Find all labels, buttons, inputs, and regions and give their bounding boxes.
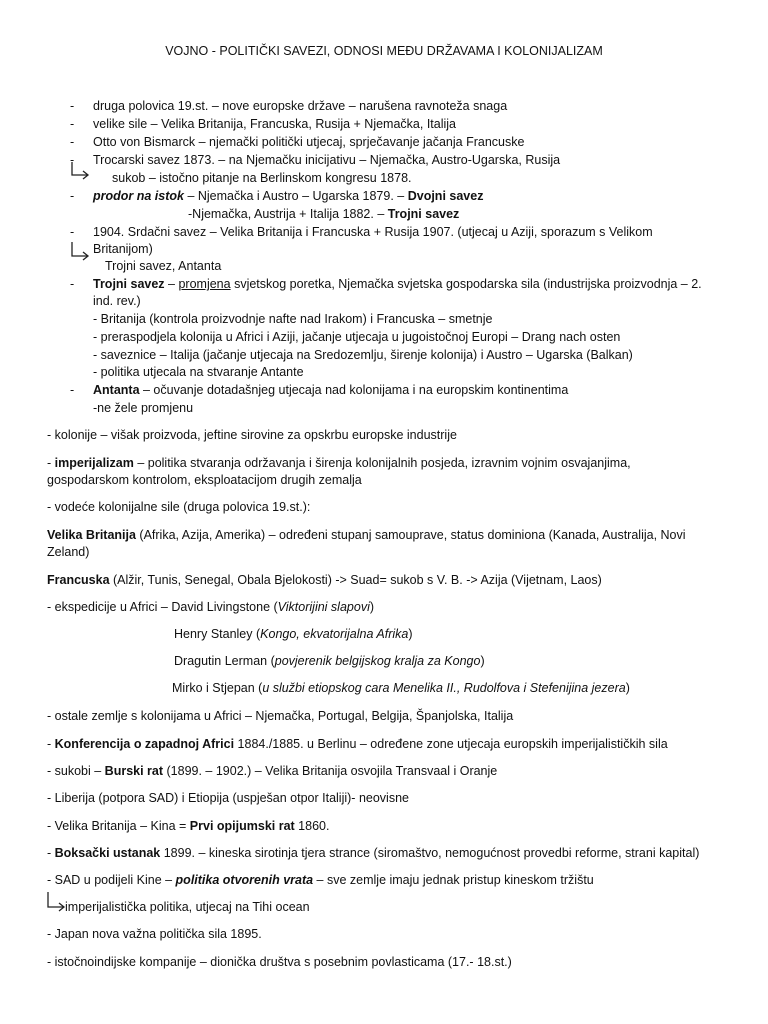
paragraph [47,455,631,471]
list-text: – [164,277,179,291]
paragraph-text: ) [408,627,413,641]
paragraph: Zeland) [47,545,90,559]
paragraph-text: (Alžir, Tunis, Senegal, Obala Bjelokosti) -> Suad= sukob s V. B. -> Azija (Vijetnam, Laos) [109,573,602,587]
paragraph-text: – sve zemlje imaju jednak pristup kineskom tržištu [313,873,594,887]
underlined-text: promjena [178,277,231,291]
italic-text: Viktorijini slapovi [277,600,370,614]
list-item: - politika utjecala na stvaranje Antante [93,365,304,379]
list-item: Trocarski savez 1873. – na Njemačku inicijativu – Njemačka, Austro-Ugarska, Rusija [93,153,561,167]
emphasis-text: Antanta [93,383,140,397]
paragraph-text: (Afrika, Azija, Amerika) – određeni stupanj samouprave, status dominiona (Kanada, Australija, Novi [135,528,686,542]
arrow-right-icon [68,160,92,180]
paragraph [47,763,497,779]
emphasis-text: Boksački ustanak [54,846,161,860]
paragraph-text: - ekspedicije u Africi – David Livingstone ( [47,600,278,614]
paragraph-text: ) [369,600,375,614]
list-item [188,206,459,222]
paragraph-text: – politika stvaranja održavanja i širenja kolonijalnih posjeda, izravnim vojnim osvajanjima, [133,456,631,470]
list-item: velike sile – Velika Britanija, Francuska, Rusija + Njemačka, Italija [93,117,457,131]
paragraph-text: ) [480,654,485,668]
italic-text: Kongo, ekvatorijalna Afrika [260,627,409,641]
bullet-dash: - [70,135,75,149]
page-title: VOJNO - POLITIČKI SAVEZI, ODNOSI MEĐU DRŽAVAMA I KOLONIJALIZAM [165,44,603,58]
emphasis-text: Trojni savez [93,277,165,291]
paragraph: - Liberija (potpora SAD) i Etiopija (uspješan otpor Italiji)- neovisne [47,791,409,805]
paragraph [47,736,668,752]
bullet-dash: - [70,153,75,167]
list-item: 1904. Srdačni savez – Velika Britanija i Francuska + Rusija 1907. (utjecaj u Aziji, sporazum s Velikom [93,225,653,239]
list-item: ind. rev.) [93,294,141,308]
emphasis-text: Velika Britanija [47,528,136,542]
list-item [93,382,568,398]
paragraph: - vodeće kolonijalne sile (druga polovica 19.st.): [47,500,311,514]
paragraph: imperijalistička politika, utjecaj na Tihi ocean [65,900,310,914]
emphasis-text: Dvojni savez [407,189,484,203]
paragraph: - Japan nova važna politička sila 1895. [47,927,262,941]
list-item: Otto von Bismarck – njemački politički utjecaj, sprječavanje jačanja Francuske [93,135,525,149]
list-item: - preraspodjela kolonija u Africi i Aziji, jačanje utjecaja u jugoistočnoj Europi – Drang nach osten [93,330,621,344]
paragraph-text: Mirko i Stjepan ( [172,681,263,695]
paragraph-text: Dragutin Lerman ( [174,654,275,668]
list-item: Trojni savez, Antanta [105,259,222,273]
paragraph-text: - SAD u podijeli Kine – [47,873,176,887]
paragraph-text: - [47,456,55,470]
list-item: Britanijom) [93,242,153,256]
list-item: -ne žele promjenu [93,401,194,415]
italic-text: u službi etiopskog cara Menelika II., Rudolfova i Stefenijina jezera [262,681,626,695]
emphasis-text: Konferencija o zapadnoj Africi [54,737,235,751]
emphasis-text: politika otvorenih vrata [175,873,314,887]
paragraph [47,872,594,888]
paragraph-text: 1884./1885. u Berlinu – određene zone utjecaja europskih imperijalističkih sila [234,737,668,751]
emphasis-text: Trojni savez [387,207,460,221]
list-text: – očuvanje dotadašnjeg utjecaja nad kolonijama i na europskim kontinentima [139,383,569,397]
paragraph [47,599,374,615]
emphasis-text: Burski rat [104,764,164,778]
list-text: svjetskog poretka, Njemačka svjetska gospodarska sila (industrijska proizvodnja – 2. [230,277,702,291]
list-text: – Njemačka i Austro – Ugarska 1879. – [183,189,408,203]
paragraph: gospodarskom kontrolom, eksploatacijom drugih zemalja [47,473,362,487]
list-item: druga polovica 19.st. – nove europske države – narušena ravnoteža snaga [93,99,508,113]
paragraph-text: 1899. – kineska sirotinja tjera strance (siromaštvo, nemogućnost provedbi reforme, strani kapital) [160,846,700,860]
paragraph [47,572,602,588]
paragraph-text: 1860. [294,819,330,833]
emphasis-text: imperijalizam [54,456,134,470]
list-item [93,276,702,292]
paragraph [47,527,686,543]
list-item: - Britanija (kontrola proizvodnje nafte nad Irakom) i Francuska – smetnje [93,312,493,326]
list-text: -Njemačka, Austrija + Italija 1882. – [188,207,388,221]
paragraph [174,626,413,642]
paragraph: - ostale zemlje s kolonijama u Africi – Njemačka, Portugal, Belgija, Španjolska, Italija [47,709,514,723]
paragraph [47,818,329,834]
paragraph [172,680,630,696]
paragraph-text: Henry Stanley ( [174,627,261,641]
paragraph-text: (1899. – 1902.) – Velika Britanija osvojila Transvaal i Oranje [163,764,498,778]
paragraph-text: - sukobi – [47,764,105,778]
arrow-right-icon [68,240,92,262]
list-item [93,188,483,204]
paragraph: - istočnoindijske kompanije – dionička društva s posebnim povlasticama (17.- 18.st.) [47,955,512,969]
paragraph-text: - Velika Britanija – Kina = [47,819,190,833]
paragraph-text: ) [625,681,630,695]
paragraph-text: - [47,846,55,860]
emphasis-text: prodor na istok [93,189,184,203]
paragraph [174,653,485,669]
bullet-dash: - [70,277,75,291]
bullet-dash: - [70,225,75,239]
paragraph [47,845,699,861]
bullet-dash: - [70,189,75,203]
list-item: sukob – istočno pitanje na Berlinskom kongresu 1878. [112,171,412,185]
list-item: - saveznice – Italija (jačanje utjecaja na Sredozemlju, širenje kolonija) i Austro – Ugarska (Balkan) [93,348,633,362]
paragraph-text: - [47,737,55,751]
paragraph: - kolonije – višak proizvoda, jeftine sirovine za opskrbu europske industrije [47,428,457,442]
emphasis-text: Prvi opijumski rat [189,819,295,833]
emphasis-text: Francuska [47,573,110,587]
bullet-dash: - [70,383,75,397]
bullet-dash: - [70,99,75,113]
bullet-dash: - [70,117,75,131]
italic-text: povjerenik belgijskog kralja za Kongo [274,654,481,668]
